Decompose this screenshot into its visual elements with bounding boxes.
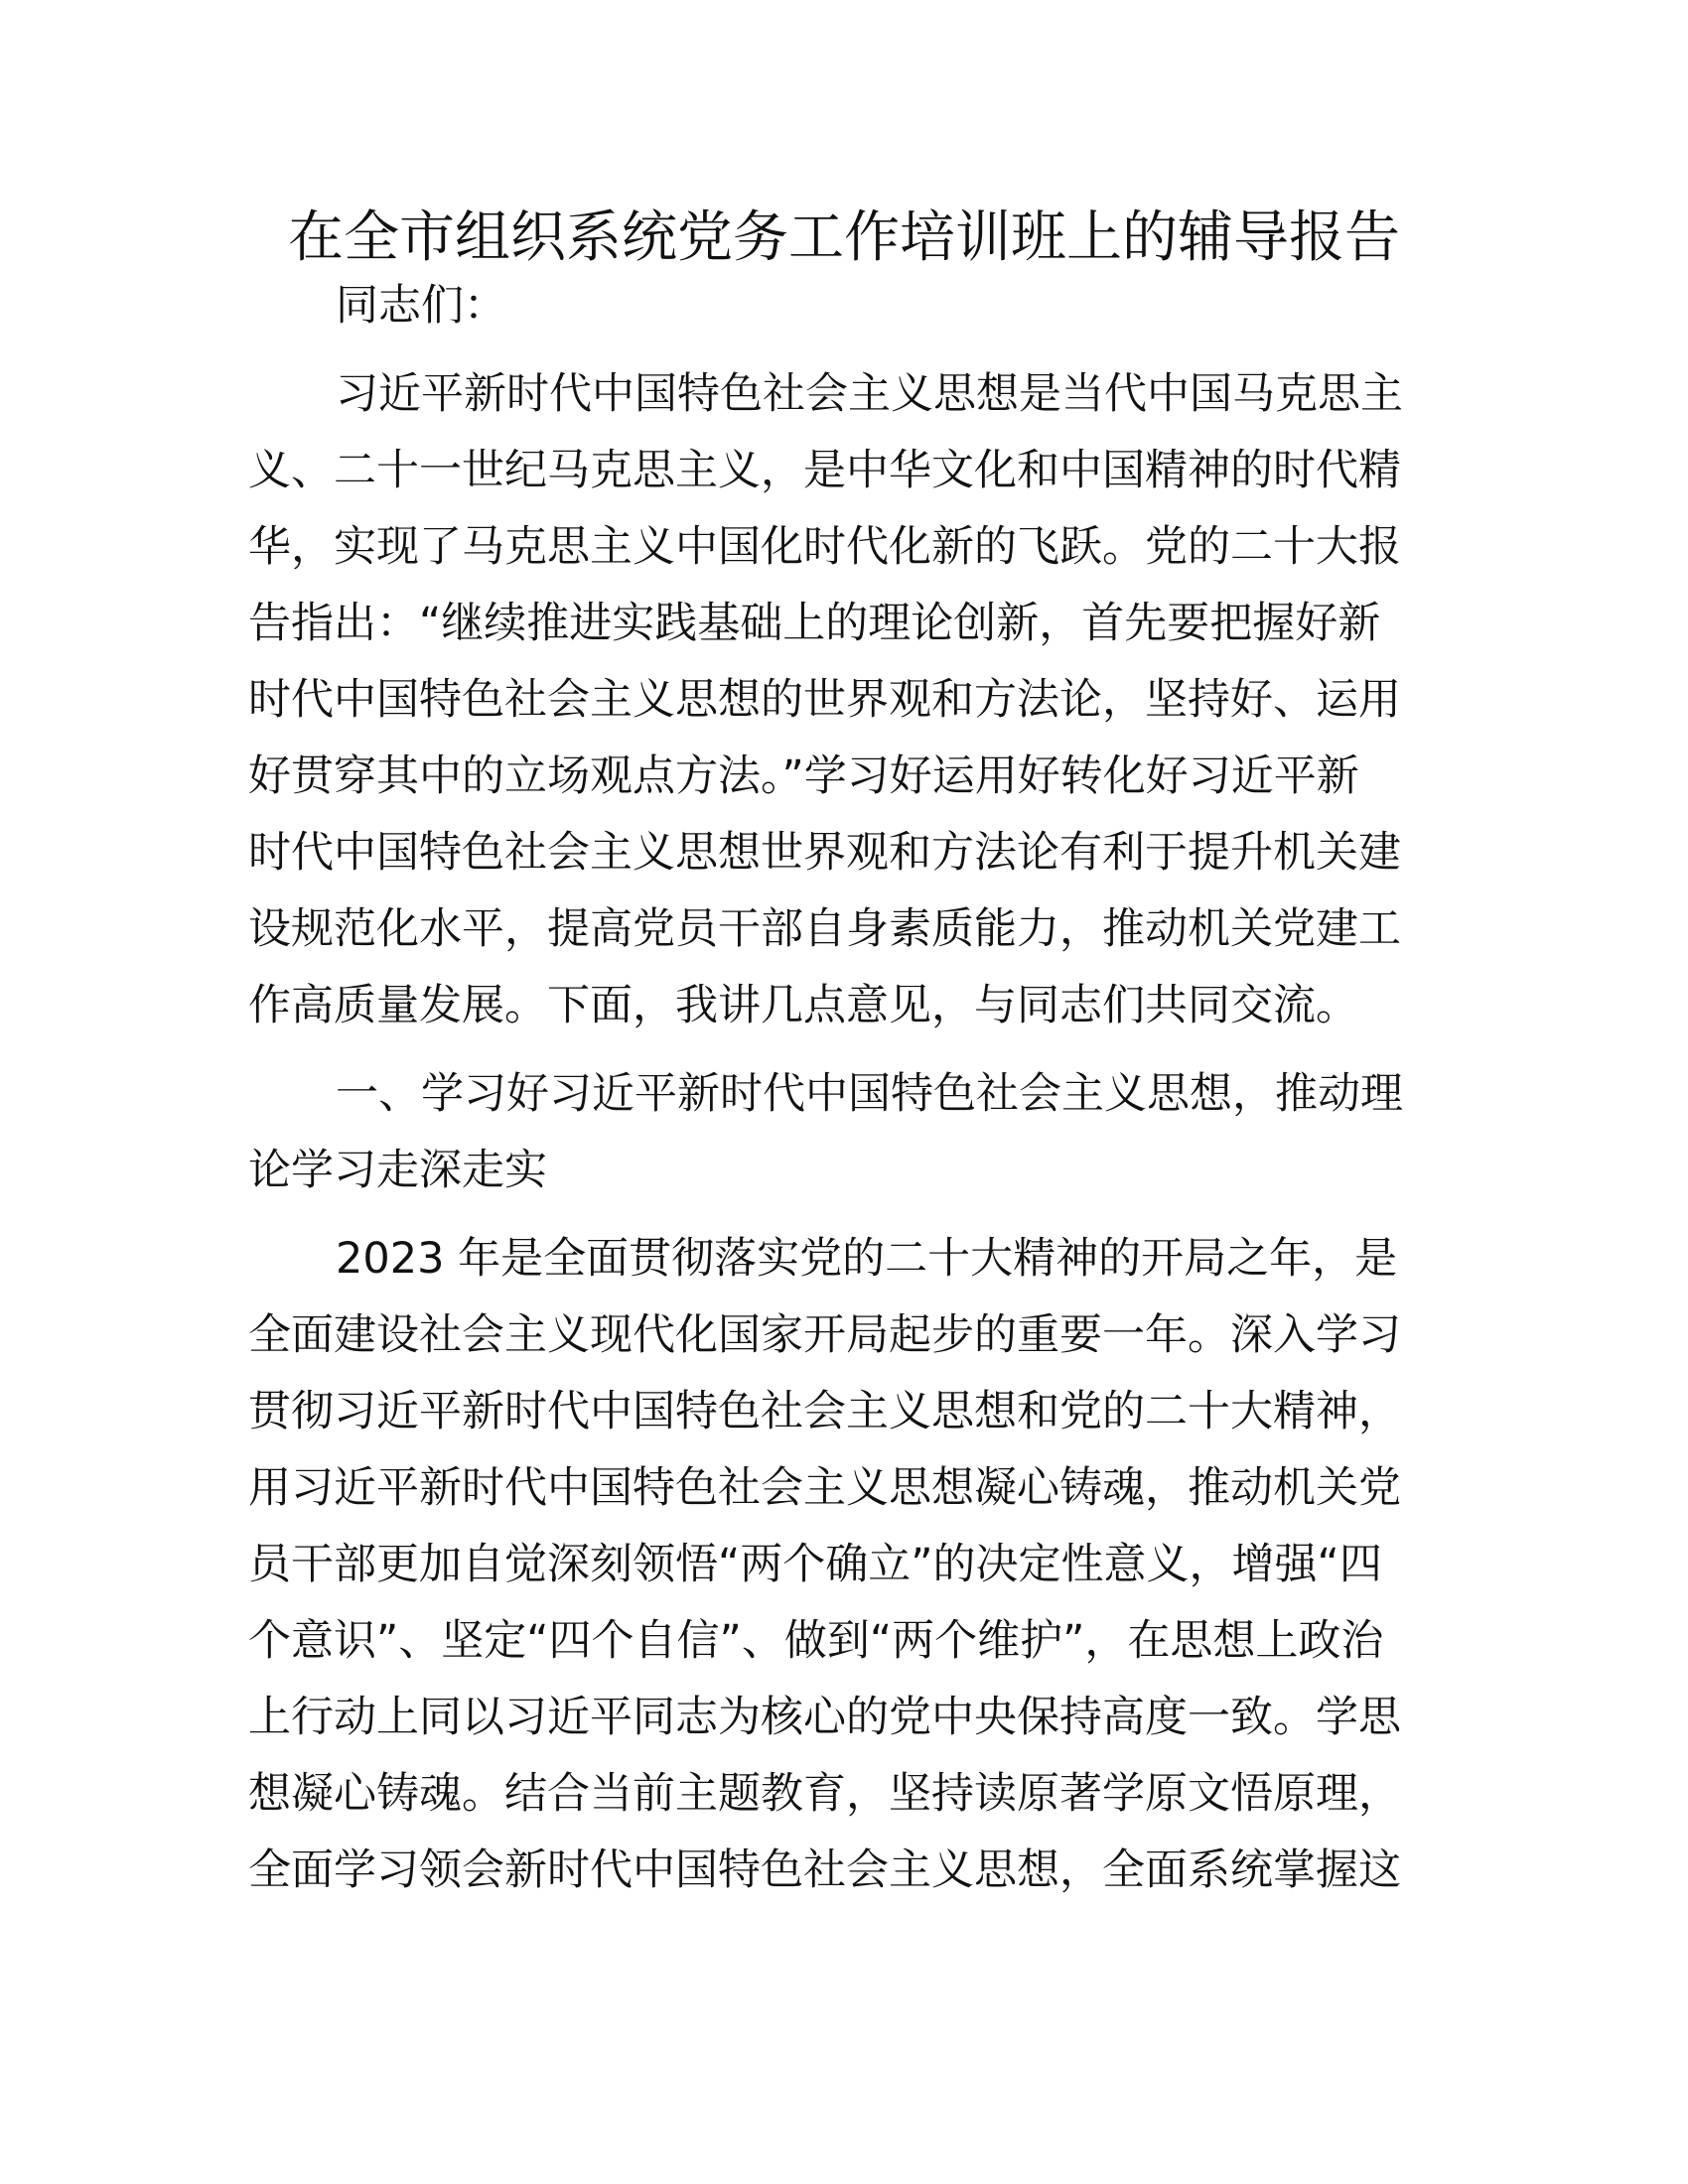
paragraph-line: 用习近平新时代中国特色社会主义思想凝心铸魂，推动机关党 [248, 1463, 1401, 1513]
paragraph-line: 好贯穿其中的立场观点方法。”学习好运用好转化好习近平新 [248, 751, 1359, 801]
section-heading-1 [248, 1056, 1435, 1209]
document-body [248, 268, 1435, 1909]
paragraph-line: 华，实现了马克思主义中国化时代化新的飞跃。党的二十大报 [248, 522, 1401, 572]
paragraph-line: 个意识”、坚定“四个自信”、做到“两个维护”，在思想上政治 [248, 1616, 1384, 1666]
paragraph-line: 习近平新时代中国特色社会主义思想是当代中国马克思主 [336, 369, 1403, 419]
paragraph-line: 告指出：“继续推进实践基础上的理论创新，首先要把握好新 [248, 599, 1381, 648]
paragraph-section-1 [248, 1221, 1435, 1909]
salutation: 同志们： [336, 281, 506, 331]
paragraph-line: 全面学习领会新时代中国特色社会主义思想，全面系统掌握这 [248, 1845, 1401, 1895]
paragraph-line: 作高质量发展。下面，我讲几点意见，与同志们共同交流。 [248, 981, 1358, 1030]
document-title: 在全市组织系统党务工作培训班上的辅导报告 [288, 205, 1400, 270]
paragraph-line: 设规范化水平，提高党员干部自身素质能力，推动机关党建工 [248, 904, 1401, 954]
heading-line: 论学习走深走实 [248, 1146, 547, 1195]
paragraph-line: 2023 年是全面贯彻落实党的二十大精神的开局之年，是 [336, 1234, 1398, 1284]
paragraph-line: 想凝心铸魂。结合当前主题教育，坚持读原著学原文悟原理， [248, 1769, 1401, 1819]
paragraph-line: 上行动上同以习近平同志为核心的党中央保持高度一致。学思 [248, 1693, 1401, 1742]
paragraph-line: 时代中国特色社会主义思想的世界观和方法论，坚持好、运用 [248, 675, 1401, 725]
paragraph-line: 全面建设社会主义现代化国家开局起步的重要一年。深入学习 [248, 1310, 1401, 1360]
paragraph-line: 贯彻习近平新时代中国特色社会主义思想和党的二十大精神， [248, 1387, 1401, 1436]
paragraph-line: 义、二十一世纪马克思主义，是中华文化和中国精神的时代精 [248, 446, 1401, 495]
paragraph-intro [248, 356, 1435, 1044]
paragraph-line: 员干部更加自觉深刻领悟“两个确立”的决定性意义，增强“四 [248, 1540, 1382, 1589]
heading-line: 一、学习好习近平新时代中国特色社会主义思想，推动理 [336, 1069, 1403, 1119]
paragraph-line: 时代中国特色社会主义思想世界观和方法论有利于提升机关建 [248, 828, 1401, 878]
